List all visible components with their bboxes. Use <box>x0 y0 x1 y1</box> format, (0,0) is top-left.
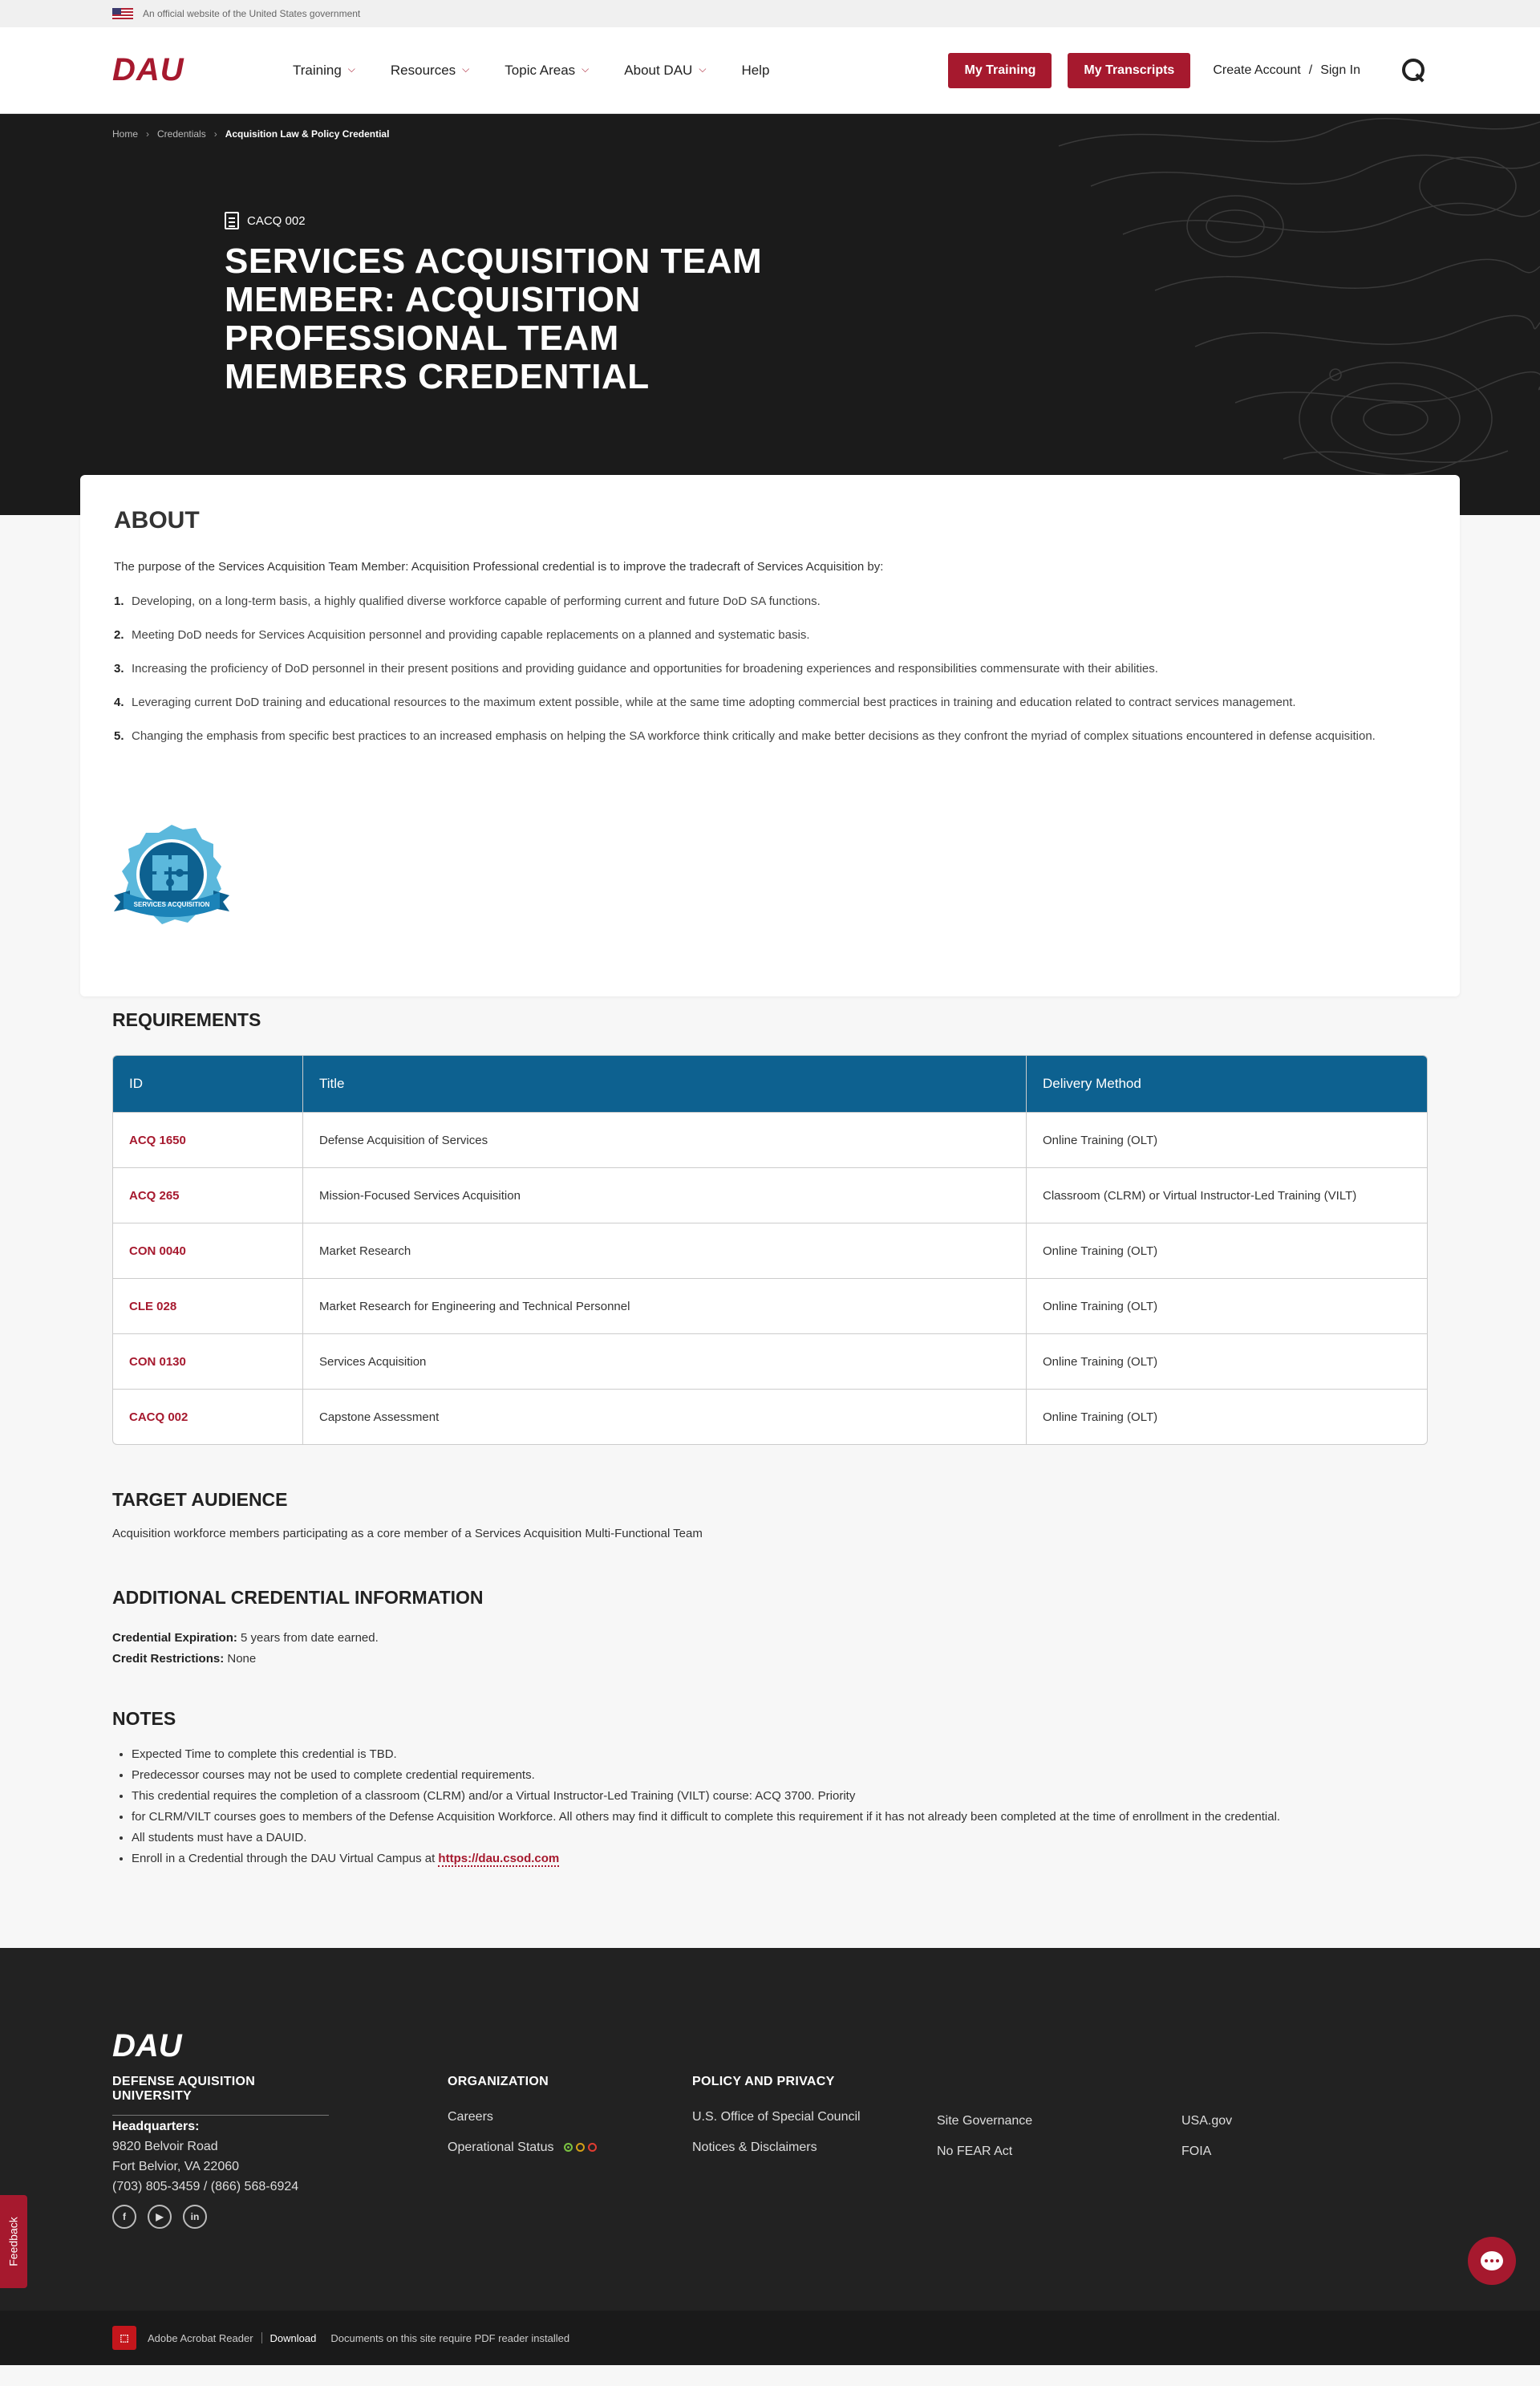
main-content <box>0 966 1540 1869</box>
nav-topic-areas-label: Topic Areas <box>505 62 576 78</box>
footer-university-name: DEFENSE AQUISITION UNIVERSITY <box>112 2075 329 2116</box>
pdf-icon: ⬚ <box>112 2326 136 2350</box>
separator <box>261 2332 262 2343</box>
list-item: Leveraging current DoD training and educational resources to the maximum extent possible, while at the same time adopting commercial best practices in training and education related to contract services management. <box>132 696 1296 709</box>
about-list <box>114 591 1426 746</box>
address-line: Fort Belvior, VA 22060 <box>112 2160 240 2173</box>
table-row <box>113 1223 1427 1278</box>
main-nav <box>293 63 769 79</box>
course-id-link[interactable]: ACQ 265 <box>113 1167 302 1223</box>
hero <box>0 114 1540 515</box>
credential-expiration <box>112 1628 1428 1649</box>
foia-link[interactable]: FOIA <box>1181 2145 1212 2158</box>
list-item: Changing the emphasis from specific best practices to an increased emphasis on helping the SA workforce think critically and make better decisions as they confront the myriad of complex situations encountered in defense acquisition. <box>132 729 1376 743</box>
breadcrumb-current: Acquisition Law & Policy Credential <box>225 128 390 140</box>
breadcrumb <box>112 128 389 140</box>
footer-organization <box>448 2075 597 2171</box>
course-delivery-method: Online Training (OLT) <box>1026 1389 1427 1444</box>
notes-heading: NOTES <box>112 1708 176 1729</box>
operational-status-link[interactable]: Operational Status <box>448 2141 554 2154</box>
course-title: Market Research for Engineering and Technical Personnel <box>302 1278 1026 1333</box>
column-header-id: ID <box>113 1056 302 1112</box>
youtube-icon[interactable]: ▶ <box>148 2205 172 2229</box>
table-row <box>113 1112 1427 1167</box>
course-id-link[interactable]: CON 0130 <box>113 1333 302 1389</box>
credit-restrictions-value: None <box>224 1652 257 1666</box>
chevron-down-icon: ⌵ <box>699 63 707 75</box>
download-link[interactable]: Download <box>270 2331 317 2344</box>
breadcrumb-credentials[interactable]: Credentials <box>157 128 206 140</box>
hq-label: Headquarters: <box>112 2120 200 2133</box>
nav-training-label: Training <box>293 62 342 78</box>
requirements-table <box>112 1055 1428 1445</box>
course-title: Capstone Assessment <box>302 1389 1026 1444</box>
status-dot-green <box>564 2143 573 2152</box>
course-title: Mission-Focused Services Acquisition <box>302 1167 1026 1223</box>
status-dot-red <box>588 2143 597 2152</box>
table-row <box>113 1389 1427 1444</box>
list-item: • Predecessor courses may not be used to complete credential requirements. <box>132 1765 1428 1786</box>
account-separator: / <box>1308 63 1313 77</box>
dau-logo[interactable]: DAU <box>112 52 184 87</box>
site-governance-link[interactable]: Site Governance <box>937 2114 1033 2128</box>
credential-expiration-value: 5 years from date earned. <box>237 1631 379 1645</box>
nav-resources[interactable] <box>391 63 469 79</box>
course-title: Defense Acquisition of Services <box>302 1112 1026 1167</box>
additional-info-heading: ADDITIONAL CREDENTIAL INFORMATION <box>112 1587 484 1608</box>
course-id-link[interactable]: CON 0040 <box>113 1223 302 1278</box>
footer-policy <box>692 2075 861 2171</box>
course-delivery-method: Online Training (OLT) <box>1026 1112 1427 1167</box>
list-item: • Expected Time to complete this credential is TBD. <box>132 1744 1428 1765</box>
about-card <box>80 475 1460 996</box>
list-item: • This credential requires the completion of a classroom (CLRM) and/or a Virtual Instructor-Led Training (VILT) course: ACQ 3700. Priority <box>132 1786 1428 1807</box>
list-item: • for CLRM/VILT courses goes to members of the Defense Acquisition Workforce. All others may find it difficult to complete this requirement if it has not already been completed at the time of enrollment in the credential. <box>132 1807 1428 1828</box>
document-icon <box>225 212 239 229</box>
nav-training[interactable] <box>293 63 355 79</box>
phone-numbers: (703) 805-3459 / (866) 568-6924 <box>112 2180 299 2193</box>
course-id-link[interactable]: CLE 028 <box>113 1278 302 1333</box>
course-title: Services Acquisition <box>302 1333 1026 1389</box>
requirements-heading: REQUIREMENTS <box>112 1009 261 1030</box>
feedback-label: Feedback <box>7 2217 21 2266</box>
site-header <box>0 27 1540 114</box>
list-item: Developing, on a long-term basis, a highly qualified diverse workforce capable of performing current and future DoD SA functions. <box>132 594 821 608</box>
no-fear-act-link[interactable]: No FEAR Act <box>937 2145 1013 2158</box>
status-dot-yellow <box>576 2143 585 2152</box>
credential-code <box>225 212 306 229</box>
table-header-row <box>113 1056 1427 1112</box>
target-audience-heading: TARGET AUDIENCE <box>112 1489 288 1510</box>
address-line: 9820 Belvoir Road <box>112 2140 218 2153</box>
badge-label: SERVICES ACQUISITION <box>133 901 210 908</box>
my-transcripts-button[interactable]: My Transcripts <box>1068 53 1190 88</box>
table-row <box>113 1333 1427 1389</box>
social-links <box>112 2205 207 2229</box>
services-acquisition-badge <box>111 822 233 934</box>
nav-help[interactable] <box>741 63 769 79</box>
reader-note: Documents on this site require PDF reader installed <box>330 2331 570 2344</box>
about-intro: The purpose of the Services Acquisition Team Member: Acquisition Professional credential is to improve the tradecraft of Services Acquisition by: <box>114 560 884 574</box>
site-footer <box>0 1948 1540 2311</box>
careers-link[interactable]: Careers <box>448 2110 493 2124</box>
breadcrumb-home[interactable]: Home <box>112 128 139 140</box>
organization-heading: ORGANIZATION <box>448 2075 549 2088</box>
topographic-background <box>818 114 1540 515</box>
chat-button[interactable] <box>1468 2237 1516 2285</box>
facebook-icon[interactable]: f <box>112 2205 136 2229</box>
footer-policy-col3 <box>1181 2114 1232 2175</box>
footer-logo[interactable]: DAU <box>112 2028 182 2063</box>
feedback-tab[interactable] <box>0 2195 27 2288</box>
list-item: • All students must have a DAUID. <box>132 1828 1428 1848</box>
status-indicator <box>564 2143 597 2152</box>
breadcrumb-separator: › <box>146 128 150 140</box>
about-heading: ABOUT <box>114 507 200 534</box>
usa-gov-link[interactable]: USA.gov <box>1181 2114 1233 2128</box>
course-id-link[interactable]: CACQ 002 <box>113 1389 302 1444</box>
nav-topic-areas[interactable] <box>505 63 589 79</box>
policy-heading: POLICY AND PRIVACY <box>692 2075 835 2088</box>
sign-in-link[interactable]: Sign In <box>1320 63 1360 77</box>
credential-code-label: CACQ 002 <box>247 213 306 228</box>
course-delivery-method: Online Training (OLT) <box>1026 1223 1427 1278</box>
table-row <box>113 1278 1427 1333</box>
list-item: Meeting DoD needs for Services Acquisition personnel and providing capable replacements on a planned and systematic basis. <box>132 628 810 642</box>
course-delivery-method: Online Training (OLT) <box>1026 1278 1427 1333</box>
chevron-down-icon: ⌵ <box>347 63 355 75</box>
account-links <box>1213 63 1360 78</box>
nav-about-dau[interactable] <box>624 63 706 79</box>
breadcrumb-separator: › <box>213 128 217 140</box>
credential-expiration-label: Credential Expiration: <box>112 1631 237 1645</box>
nav-about-dau-label: About DAU <box>624 62 693 78</box>
chevron-down-icon: ⌵ <box>462 63 470 75</box>
footer-policy-col2 <box>937 2114 1032 2175</box>
nav-resources-label: Resources <box>390 62 456 78</box>
pdf-reader-bar <box>0 2311 1540 2365</box>
footer-address <box>112 2116 298 2197</box>
us-flag-icon <box>112 8 133 19</box>
column-header-title: Title <box>302 1056 1026 1112</box>
my-training-button[interactable]: My Training <box>948 53 1052 88</box>
gov-banner <box>0 0 1540 27</box>
chevron-down-icon: ⌵ <box>582 63 590 75</box>
column-header-delivery-method: Delivery Method <box>1026 1056 1427 1112</box>
credit-restrictions-label: Credit Restrictions: <box>112 1652 225 1666</box>
search-icon[interactable] <box>1400 57 1428 84</box>
header-actions <box>948 53 1428 88</box>
linkedin-icon[interactable]: in <box>183 2205 207 2229</box>
course-title: Market Research <box>302 1223 1026 1278</box>
notes-list <box>112 1744 1428 1869</box>
credit-restrictions <box>112 1649 1428 1670</box>
notices-disclaimers-link[interactable]: Notices & Disclaimers <box>692 2141 817 2154</box>
list-item <box>132 1848 1428 1869</box>
nav-help-label: Help <box>741 62 770 78</box>
gov-banner-text: An official website of the United States government <box>143 8 361 19</box>
course-id-link[interactable]: ACQ 1650 <box>113 1112 302 1167</box>
osc-link[interactable]: U.S. Office of Special Council <box>692 2110 861 2124</box>
additional-info <box>112 1628 1428 1670</box>
list-item: Increasing the proficiency of DoD personnel in their present positions and providing guidance and opportunities for broadening experiences and responsibilities commensurate with their abilities. <box>132 662 1158 676</box>
table-row <box>113 1167 1427 1223</box>
course-delivery-method: Classroom (CLRM) or Virtual Instructor-Led Training (VILT) <box>1026 1167 1427 1223</box>
course-delivery-method: Online Training (OLT) <box>1026 1333 1427 1389</box>
page-title: SERVICES ACQUISITION TEAM MEMBER: ACQUISITION PROFESSIONAL TEAM MEMBERS CREDENTIAL <box>225 241 763 396</box>
target-audience-text: Acquisition workforce members participating as a core member of a Services Acquisition Multi-Functional Team <box>112 1527 703 1540</box>
reader-name: Adobe Acrobat Reader <box>148 2331 253 2344</box>
dau-virtual-campus-link[interactable]: https://dau.csod.com <box>438 1852 560 1865</box>
create-account-link[interactable]: Create Account <box>1213 63 1301 77</box>
chat-icon <box>1481 2251 1503 2270</box>
enroll-text: Enroll in a Credential through the DAU Virtual Campus at <box>132 1852 439 1865</box>
